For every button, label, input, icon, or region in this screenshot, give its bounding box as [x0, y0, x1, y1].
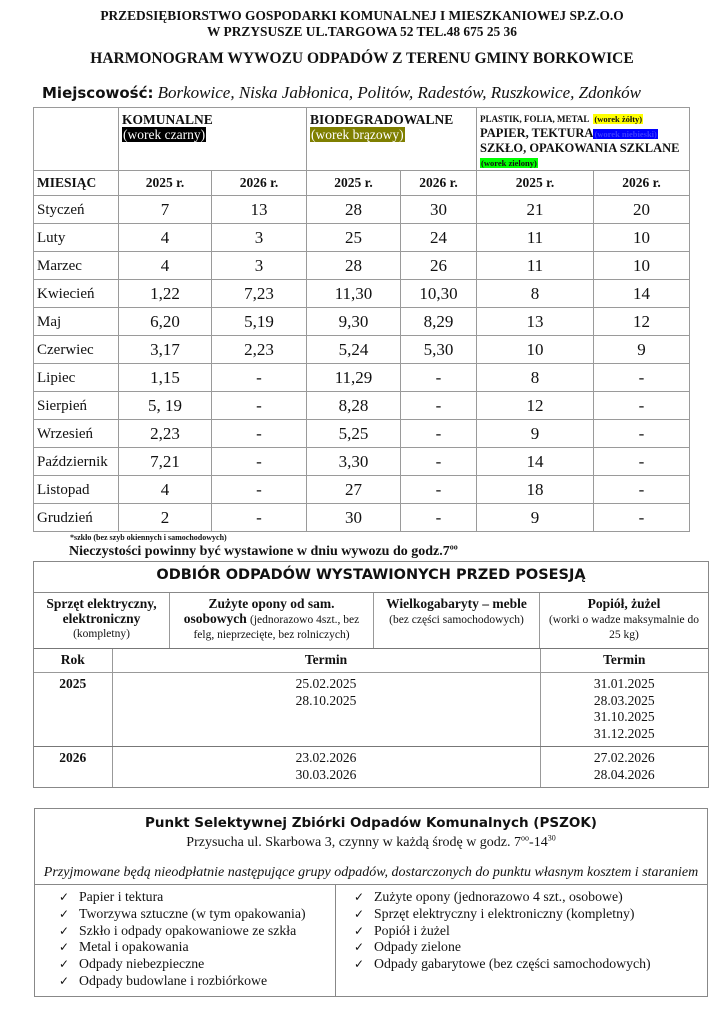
schedule-row	[34, 308, 690, 336]
month-cell: Lipiec	[34, 364, 119, 392]
date-entry: 31.01.2025	[593, 676, 655, 691]
category-glass: SZKŁO, OPAKOWANIA SZKLANE	[480, 141, 680, 155]
page-title: HARMONOGRAM WYWOZU ODPADÓW Z TERENU GMINY BORKOWICE	[90, 50, 634, 67]
accepted-waste-label: Szkło i odpady opakowaniowe ze szkła	[79, 922, 297, 938]
schedule-row	[34, 448, 690, 476]
dates-cell	[112, 747, 540, 788]
date-cell: -	[212, 392, 307, 420]
bag-black-tag: (worek czarny)	[123, 127, 206, 142]
month-cell: Kwiecień	[34, 280, 119, 308]
month-cell: Luty	[34, 224, 119, 252]
accepted-waste-item	[59, 956, 335, 973]
date-cell: 7,21	[119, 448, 212, 476]
date-cell: 4	[119, 224, 212, 252]
schedule-row	[34, 420, 690, 448]
date-cell: 10	[594, 252, 690, 280]
company-header	[0, 0, 724, 40]
curbside-category-name: Zużyte opony od sam. osobowych	[183, 596, 335, 626]
date-cell: -	[594, 448, 690, 476]
checkmark-icon: ✓	[59, 890, 70, 904]
month-cell: Styczeń	[34, 196, 119, 224]
month-cell: Grudzień	[34, 504, 119, 532]
date-cell: 2,23	[119, 420, 212, 448]
date-entry: 30.03.2026	[295, 766, 357, 782]
date-cell: 12	[594, 308, 690, 336]
date-entry: 28.04.2026	[593, 766, 655, 782]
schedule-table	[33, 107, 690, 532]
schedule-row	[34, 504, 690, 532]
pszok-lists	[35, 884, 707, 996]
pszok-intro: Przyjmowane będą nieodpłatnie następujące grupy odpadów, dostarczonych do punktu własnym kosztem i staraniem	[43, 865, 699, 880]
curbside-header-row	[34, 649, 708, 673]
checkmark-icon: ✓	[354, 957, 365, 972]
hours-separator: -14	[529, 835, 548, 850]
curbside-category	[34, 593, 170, 648]
date-cell: 4	[119, 476, 212, 504]
accepted-waste-label: Odpady zielone	[374, 939, 461, 955]
date-cell: -	[401, 364, 477, 392]
date-cell: 10,30	[401, 280, 477, 308]
year-column-header: Rok	[34, 649, 112, 673]
month-cell: Maj	[34, 308, 119, 336]
category-paper: PAPIER, TEKTURA	[480, 126, 594, 140]
date-cell: 8	[477, 280, 594, 308]
category-name: KOMUNALNE	[122, 112, 213, 127]
year-header: 2025 r.	[477, 171, 594, 196]
year-header: 2026 r.	[212, 171, 307, 196]
month-cell: Październik	[34, 448, 119, 476]
dates-cell	[540, 673, 708, 747]
date-cell: 9	[594, 336, 690, 364]
date-cell: 2,23	[212, 336, 307, 364]
accepted-waste-label: Zużyte opony (jednorazowo 4 szt., osobowe)	[374, 889, 623, 904]
schedule-row	[34, 196, 690, 224]
date-cell: 26	[401, 252, 477, 280]
date-cell: 5,19	[212, 308, 307, 336]
date-cell: 24	[401, 224, 477, 252]
date-cell: 9	[477, 420, 594, 448]
date-entry: 31.12.2025	[593, 725, 655, 741]
date-cell: 3,30	[307, 448, 401, 476]
notice-superscript: oo	[449, 542, 458, 552]
term-column-header: Termin	[112, 649, 540, 673]
curbside-category-note: (worki o wadze maksymalnie do 25 kg)	[548, 613, 700, 641]
date-cell: 13	[477, 308, 594, 336]
date-cell: 1,15	[119, 364, 212, 392]
pszok-list-right	[336, 885, 707, 996]
dates-cell	[540, 747, 708, 788]
date-cell: 11	[477, 224, 594, 252]
date-cell: 14	[477, 448, 594, 476]
date-cell: 7	[119, 196, 212, 224]
accepted-waste-item	[354, 923, 707, 940]
pszok-title: Punkt Selektywnej Zbiórki Odpadów Komunalnych (PSZOK)	[145, 815, 597, 831]
date-cell: 1,22	[119, 280, 212, 308]
glass-footnote: *szkło (bez szyb okiennych i samochodowych)	[70, 533, 227, 542]
date-cell: 10	[477, 336, 594, 364]
accepted-waste-item	[59, 973, 335, 990]
date-cell: -	[401, 504, 477, 532]
date-cell: 8,28	[307, 392, 401, 420]
date-cell: 18	[477, 476, 594, 504]
curbside-category-note: (jednorazowo 4szt., bez felg, nieprzecięte, bez rolniczych)	[193, 613, 360, 641]
date-entry: 28.10.2025	[295, 692, 357, 708]
checkmark-icon: ✓	[59, 940, 70, 955]
date-cell: 14	[594, 280, 690, 308]
month-cell: Sierpień	[34, 392, 119, 420]
date-cell: -	[212, 504, 307, 532]
date-entry: 27.02.2026	[593, 750, 655, 765]
notice-text: Nieczystości powinny być wystawione w dniu wywozu do godz.7	[69, 544, 450, 559]
date-cell: 4	[119, 252, 212, 280]
date-cell: 11,29	[307, 364, 401, 392]
schedule-row	[34, 224, 690, 252]
curbside-year-row	[34, 673, 708, 747]
year-header-row	[34, 171, 690, 196]
collection-notice	[69, 543, 724, 560]
curbside-category	[540, 593, 708, 648]
checkmark-icon: ✓	[354, 923, 365, 938]
accepted-waste-label: Odpady budowlane i rozbiórkowe	[79, 972, 268, 988]
locality-label: Miejscowość:	[42, 84, 154, 102]
year-cell: 2026	[34, 747, 112, 788]
date-cell: 25	[307, 224, 401, 252]
accepted-waste-item	[59, 889, 335, 906]
checkmark-icon: ✓	[354, 890, 365, 904]
year-cell: 2025	[34, 673, 112, 747]
checkmark-icon: ✓	[59, 923, 70, 938]
date-cell: 10	[594, 224, 690, 252]
date-cell: -	[594, 476, 690, 504]
date-cell: 13	[212, 196, 307, 224]
category-segregowane	[477, 108, 690, 171]
bag-yellow-tag: (worek żółty)	[594, 114, 643, 124]
checkmark-icon: ✓	[59, 973, 70, 988]
pszok-address	[35, 834, 707, 851]
empty-corner-cell	[34, 108, 119, 171]
accepted-waste-item	[354, 906, 707, 923]
date-cell: 28	[307, 252, 401, 280]
month-cell: Czerwiec	[34, 336, 119, 364]
company-name: PRZEDSIĘBIORSTWO GOSPODARKI KOMUNALNEJ I MIESZKANIOWEJ SP.Z.O.O	[100, 8, 624, 23]
date-cell: -	[594, 420, 690, 448]
accepted-waste-item	[354, 956, 707, 973]
date-entry: 25.02.2025	[295, 676, 357, 691]
date-cell: 27	[307, 476, 401, 504]
date-cell: 2	[119, 504, 212, 532]
bag-blue-tag: (worek niebieski)	[594, 129, 657, 139]
date-cell: -	[212, 448, 307, 476]
pszok-list-left	[35, 885, 336, 996]
date-cell: -	[594, 364, 690, 392]
date-cell: -	[594, 392, 690, 420]
schedule-row	[34, 336, 690, 364]
checkmark-icon: ✓	[354, 906, 365, 921]
pszok-address-text: Przysucha ul. Skarbowa 3, czynny w każdą środę w godz. 7	[186, 835, 522, 850]
accepted-waste-label: Metal i opakowania	[79, 939, 189, 955]
checkmark-icon: ✓	[59, 957, 70, 972]
date-entry: 31.10.2025	[593, 709, 655, 724]
date-cell: 30	[401, 196, 477, 224]
year-header: 2025 r.	[119, 171, 212, 196]
date-cell: 28	[307, 196, 401, 224]
term-column-header: Termin	[540, 649, 708, 673]
year-header: 2026 r.	[401, 171, 477, 196]
date-entry: 28.03.2025	[593, 692, 655, 708]
date-cell: 5,30	[401, 336, 477, 364]
date-cell: 21	[477, 196, 594, 224]
dates-cell	[112, 673, 540, 747]
curbside-category-note: (kompletny)	[73, 628, 130, 640]
date-cell: -	[594, 504, 690, 532]
curbside-collection-box	[33, 561, 709, 788]
date-cell: -	[401, 476, 477, 504]
company-address: W PRZYSUSZE UL.TARGOWA 52 TEL.48 675 25 36	[207, 24, 517, 39]
curbside-category	[170, 593, 374, 648]
date-cell: 5,25	[307, 420, 401, 448]
month-cell: Wrzesień	[34, 420, 119, 448]
date-cell: 11,30	[307, 280, 401, 308]
date-cell: -	[401, 448, 477, 476]
date-cell: 3,17	[119, 336, 212, 364]
accepted-waste-item	[354, 939, 707, 956]
date-cell: 9,30	[307, 308, 401, 336]
month-header: MIESIĄC	[34, 171, 119, 196]
date-cell: 8,29	[401, 308, 477, 336]
curbside-category-name: Popiół, żużel	[587, 596, 661, 611]
accepted-waste-item	[59, 923, 335, 940]
checkmark-icon: ✓	[59, 906, 70, 921]
locality-line	[42, 83, 724, 103]
curbside-category-name: Wielkogabaryty – meble	[386, 596, 527, 611]
schedule-row	[34, 476, 690, 504]
category-komunalne	[119, 108, 307, 171]
pszok-box	[34, 808, 708, 997]
date-cell: 9	[477, 504, 594, 532]
curbside-category-name: Sprzęt elektryczny, elektroniczny	[46, 596, 157, 626]
bag-green-tag: (worek zielony)	[481, 158, 537, 168]
category-name: BIODEGRADOWALNE	[310, 112, 454, 127]
accepted-waste-item	[354, 889, 707, 906]
category-biodegradowalne	[307, 108, 477, 171]
date-cell: -	[401, 392, 477, 420]
date-cell: -	[212, 364, 307, 392]
curbside-dates-table	[34, 649, 708, 787]
month-cell: Marzec	[34, 252, 119, 280]
accepted-waste-label: Odpady niebezpieczne	[79, 956, 205, 972]
date-cell: -	[212, 420, 307, 448]
checkmark-icon: ✓	[354, 940, 365, 955]
schedule-row	[34, 252, 690, 280]
date-cell: -	[401, 420, 477, 448]
schedule-row	[34, 392, 690, 420]
accepted-waste-item	[59, 906, 335, 923]
schedule-row	[34, 364, 690, 392]
curbside-categories	[34, 593, 708, 649]
curbside-category	[374, 593, 540, 648]
date-cell: 7,23	[212, 280, 307, 308]
hours-open-sup: oo	[521, 833, 530, 843]
date-cell: 20	[594, 196, 690, 224]
month-cell: Listopad	[34, 476, 119, 504]
category-plastic: PLASTIK, FOLIA, METAL	[480, 114, 590, 124]
date-cell: 3	[212, 224, 307, 252]
date-cell: 11	[477, 252, 594, 280]
accepted-waste-label: Odpady gabarytowe (bez części samochodowych)	[374, 956, 651, 972]
locality-value: Borkowice, Niska Jabłonica, Politów, Radestów, Ruszkowice, Zdonków	[157, 83, 641, 102]
curbside-year-row	[34, 747, 708, 788]
date-cell: 30	[307, 504, 401, 532]
date-cell: -	[212, 476, 307, 504]
date-cell: 12	[477, 392, 594, 420]
bag-brown-tag: (worek brązowy)	[311, 127, 404, 142]
date-cell: 5, 19	[119, 392, 212, 420]
hours-close-sup: 30	[547, 833, 556, 843]
accepted-waste-label: Popiół i żużel	[374, 922, 450, 938]
date-cell: 8	[477, 364, 594, 392]
accepted-waste-label: Tworzywa sztuczne (w tym opakowania)	[79, 905, 306, 921]
accepted-waste-label: Sprzęt elektryczny i elektroniczny (kompletny)	[374, 905, 635, 921]
schedule-row	[34, 280, 690, 308]
date-cell: 3	[212, 252, 307, 280]
date-cell: 5,24	[307, 336, 401, 364]
year-header: 2025 r.	[307, 171, 401, 196]
year-header: 2026 r.	[594, 171, 690, 196]
date-entry: 23.02.2026	[295, 750, 357, 765]
curbside-title: ODBIÓR ODPADÓW WYSTAWIONYCH PRZED POSESJĄ	[34, 562, 708, 593]
category-row	[34, 108, 690, 171]
accepted-waste-label: Papier i tektura	[79, 889, 164, 904]
accepted-waste-item	[59, 939, 335, 956]
date-cell: 6,20	[119, 308, 212, 336]
curbside-category-note: (bez części samochodowych)	[389, 613, 524, 626]
